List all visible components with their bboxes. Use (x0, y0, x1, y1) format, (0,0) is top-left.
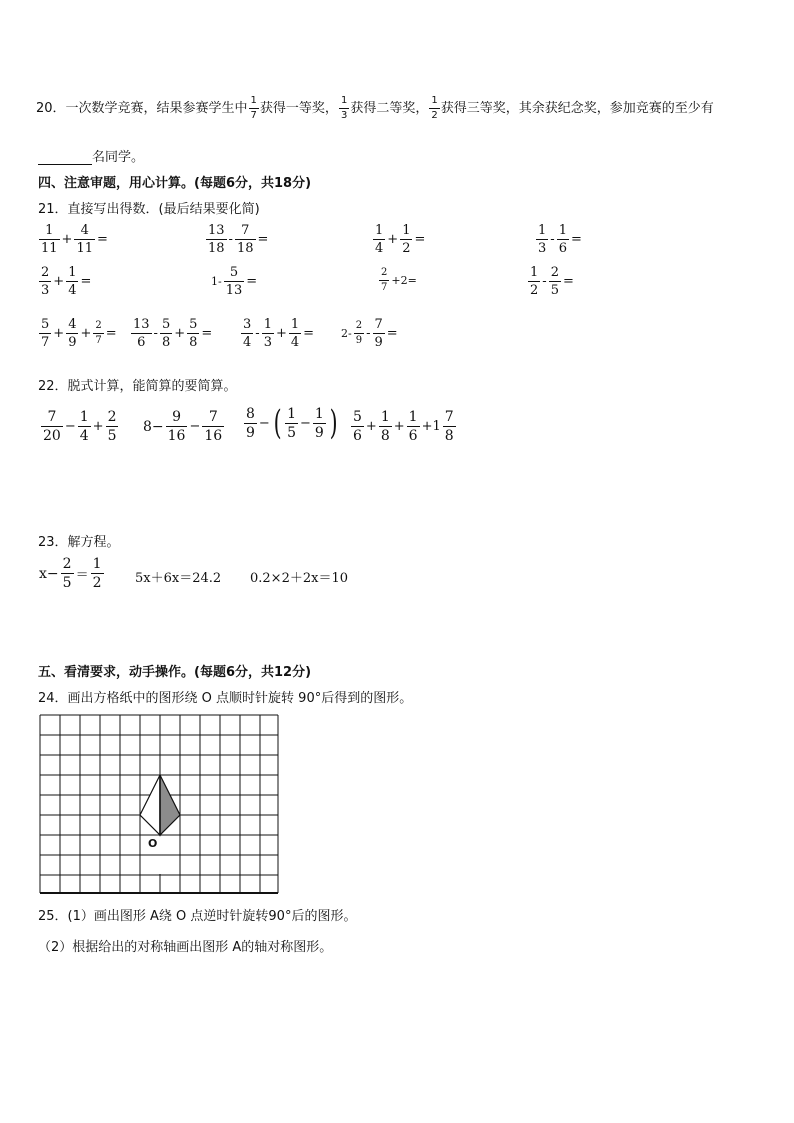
kite-left-half (140, 775, 160, 835)
q23-eq-3: 0.2×2＋2x＝10 (250, 571, 348, 586)
q21-r1-c: $\frac{1}{4}$ + $\frac{1}{2}$ = (375, 223, 426, 256)
q20-line1: 20．一次数学竞赛，结果参赛学生中 $\frac{1}{7}$ 获得一等奖， $\frac{1}{3}$ 获得二等奖， $\frac{1}{2}$ 获得三等奖，其余获纪念奖，参加竞赛的至少有 (36, 95, 714, 121)
q21-r1-d: $\frac{1}{3}$ - $\frac{1}{6}$ = (538, 223, 582, 256)
q21-r2-c: $\frac{2}{7}$ +2= (381, 267, 417, 293)
q22-expr-2: 8− $\frac{9}{16}$ − $\frac{7}{16}$ (143, 409, 223, 444)
q20-line2: 名同学。 (38, 146, 144, 165)
section-5-title: 五、看清要求，动手操作。(每题6分，共12分) (38, 665, 312, 680)
q23-title: 23．解方程。 (38, 535, 120, 550)
section-4-title: 四、注意审题，用心计算。(每题6分，共18分) (38, 176, 312, 191)
point-o-label: O (148, 837, 158, 850)
q23-eq-2: 5x＋6x＝24.2 (135, 571, 222, 586)
q21-r3-c: $\frac{3}{4}$ - $\frac{1}{3}$ + $\frac{1}{4}$ = (243, 317, 315, 350)
q20-fraction-1: $\frac{1}{7}$ (250, 95, 257, 121)
q21-title: 21．直接写出得数．(最后结果要化简) (38, 202, 260, 217)
q25-part-2: （2）根据给出的对称轴画出图形 A的轴对称图形。 (38, 940, 333, 955)
q24-title: 24．画出方格纸中的图形绕 O 点顺时针旋转 90°后得到的图形。 (38, 691, 413, 706)
q21-r2-b: 1- $\frac{5}{13}$ = (211, 265, 258, 298)
q21-r2-a: $\frac{2}{3}$ + $\frac{1}{4}$ = (41, 265, 92, 298)
kite-shape (140, 775, 180, 835)
q22-expr-3: $\frac{8}{9}$ − ( $\frac{1}{5}$ − $\frac{1}{9}$ ) (246, 403, 338, 443)
kite-right-half-shaded (160, 775, 180, 835)
q25-part-1: 25．(1）画出图形 A绕 O 点逆时针旋转90°后的图形。 (38, 909, 357, 924)
q21-r2-d: $\frac{1}{2}$ - $\frac{2}{5}$ = (530, 265, 574, 298)
q20-fraction-3: $\frac{1}{2}$ (431, 95, 438, 121)
q21-r3-d: 2- $\frac{2}{9}$ - $\frac{7}{9}$ = (341, 317, 398, 350)
q21-r3-b: $\frac{13}{6}$ - $\frac{5}{8}$ + $\frac{5}{8}$ = (133, 317, 213, 350)
q20-fraction-2: $\frac{1}{3}$ (340, 95, 348, 121)
q21-r1-a: $\frac{1}{11}$ + $\frac{4}{11}$ = (41, 223, 108, 256)
q22-expr-1: $\frac{7}{20}$ − $\frac{1}{4}$ + $\frac{2}{5}$ (43, 409, 117, 444)
q22-expr-4: $\frac{5}{6}$ + $\frac{1}{8}$ + $\frac{1}{6}$ +1 $\frac{7}{8}$ (353, 409, 454, 444)
answer-blank[interactable] (38, 150, 92, 165)
q21-r1-b: $\frac{13}{18}$ - $\frac{7}{18}$ = (208, 223, 269, 256)
q21-r3-a: $\frac{5}{7}$ + $\frac{4}{9}$ + $\frac{2}{7}$ = (41, 317, 117, 350)
q22-title: 22．脱式计算，能简算的要简算。 (38, 379, 237, 394)
q24-grid-figure[interactable] (38, 713, 282, 895)
q23-eq-1: x− $\frac{2}{5}$ ＝ $\frac{1}{2}$ (39, 556, 102, 591)
